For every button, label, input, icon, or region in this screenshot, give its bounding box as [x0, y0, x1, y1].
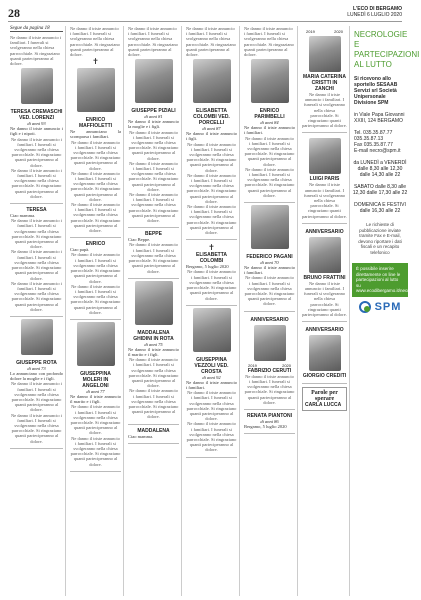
- ad-hours-sunday: DOMENICA E FESTIVI dalle 16,30 alle 22: [354, 202, 406, 214]
- notice-text: Ciao mamma.: [10, 213, 36, 219]
- obituary-notice: [10, 357, 63, 449]
- notice-text: Ne danno il triste annuncio il marito e i figli.: [70, 393, 121, 405]
- portrait-photo: [309, 237, 341, 273]
- deceased-name: GIUSEPPE PIZIALI: [131, 108, 176, 115]
- filler-text: Ne danno il triste annuncio i familiari. I funerali si svolgeranno nella chiesa parrocchiale. Si ringraziano quanti parteciperanno al dolore.: [10, 280, 63, 312]
- notice-text: Ne danno il triste annuncio i figli.: [186, 131, 237, 142]
- filler-text: Ne danno il triste annuncio i familiari. I funerali si svolgeranno nella chiesa parrocchiale. Si ringraziano quanti parteciperanno al dolore.: [302, 280, 347, 318]
- filler-text: Ne danno il triste annuncio i familiari. I funerali si svolgeranno nella chiesa parrocchiale. Si ringraziano quanti parteciperanno al dolore.: [10, 167, 63, 199]
- filler-text: Ne danno il triste annuncio i familiari. I funerali si svolgeranno nella chiesa parrocchiale. Si ringraziano quanti parteciperanno al dolore.: [10, 412, 63, 444]
- anniversary-title: ANNIVERSARIO: [305, 228, 344, 235]
- notice-text: Ciao mamma.: [128, 433, 154, 439]
- filler-text: Ne danno il triste annuncio i familiari. I funerali si svolgeranno nella chiesa parrocchiale. Si ringraziano quanti parteciperanno al dolore.: [70, 170, 121, 202]
- obituary-notice: [70, 238, 121, 320]
- deceased-name: ENRICO MAFFIOLETTI: [78, 117, 113, 130]
- filler-text: Ne danno il triste annuncio i familiari. I funerali si svolgeranno nella chiesa parrocchiale. Si ringraziano quanti parteciperanno al dolore.: [302, 182, 347, 219]
- obituary-notice: [128, 105, 179, 228]
- notice-text: Ne danno il triste annuncio i familiari.: [244, 265, 295, 276]
- filler-text: Ne danno il triste annuncio i familiari. I funerali si svolgeranno nella chiesa parrocchiale. Si ringraziano quanti parteciperanno al dolore.: [10, 136, 63, 168]
- obituary-notice: [244, 410, 295, 434]
- obituary-notice: [186, 240, 237, 305]
- notice-text: Ne danno il triste annuncio i familiari.: [244, 125, 295, 136]
- obituary-notice: [128, 327, 179, 425]
- portrait-photo: [135, 281, 173, 325]
- year-start: 2019: [248, 362, 257, 368]
- filler-text: Ne danno il triste annuncio i familiari. I funerali si svolgeranno nella chiesa parrocchiale. Si ringraziano quanti parteciperanno al dolore.: [128, 160, 179, 192]
- notice-text: Ne annunciano la scomparsa i familiari.: [70, 129, 121, 140]
- filler-text: Ne danno il triste annuncio i familiari. I funerali si svolgeranno nella chiesa parrocchiale. Si ringraziano quanti parteciperanno al dolore.: [128, 242, 179, 274]
- cross-icon: ✝: [208, 243, 215, 253]
- deceased-name: LUIGI PARIS: [309, 176, 340, 183]
- portrait-photo: [193, 308, 231, 352]
- filler-text: Ne danno il triste annuncio i familiari. I funerali si svolgeranno nella chiesa parrocchiale. Si ringraziano quanti parteciperanno al dolore.: [186, 390, 237, 422]
- filler-text: Ne danno il triste annuncio i familiari. I funerali si svolgeranno nella chiesa parrocchiale. Si ringraziano quanti parteciperanno al dolore.: [70, 435, 121, 467]
- deceased-name: TERESA: [26, 207, 47, 214]
- spm-logo: [352, 301, 408, 313]
- quote-box: [302, 387, 347, 411]
- portrait-photo: [309, 36, 341, 72]
- filler-text: Ne danno il triste annuncio i familiari. I funerali si svolgeranno nella chiesa parrocchiale. Si ringraziano quanti parteciperanno al dolore.: [128, 388, 179, 420]
- deceased-name: TERESA CREMASCHI VED. LORENZI: [10, 109, 63, 122]
- deceased-age: di anni 77: [86, 388, 105, 394]
- notice-text: Bergamo, 5 luglio 2020: [244, 423, 287, 429]
- ad-fax[interactable]: Fax 035.35.87.77: [354, 142, 393, 148]
- filler-text: Ne danno il triste annuncio i familiari. I funerali si svolgeranno nella chiesa parrocchiale. Si ringraziano quanti parteciperanno al dolore.: [186, 421, 237, 453]
- notice-text: Ciao papà.: [70, 247, 90, 253]
- filler-text: Ne danno il triste annuncio i familiari. I funerali si svolgeranno nella chiesa parrocchiale. Si ringraziano quanti parteciperanno al dolore.: [10, 35, 62, 67]
- page-header: [8, 6, 402, 22]
- column-4: [184, 26, 240, 596]
- deceased-name: FABRIZIO CERUTI: [247, 367, 292, 374]
- filler-text: Ne danno il triste annuncio i familiari. I funerali si svolgeranno nella chiesa parrocchiale. Si ringraziano quanti parteciperanno al dolore.: [128, 26, 178, 58]
- ad-note: Le richieste di pubblicazione inviate tramite Fax e E-mail, devono riportare i dati fiscali e un recapito telefonico: [358, 222, 402, 255]
- deceased-name: MADDALENA GHIDINI IN ROTA: [133, 329, 174, 342]
- segue-label: Segue da pagina 18: [10, 26, 63, 32]
- deceased-name: RENATA PIANTONI: [246, 412, 293, 419]
- anniversary-notice: [302, 224, 347, 322]
- notice-text: Ne danno il triste annuncio i familiari.: [186, 379, 237, 390]
- deceased-name: ELISABETTA COLOMBI: [195, 252, 228, 265]
- filler-text: Ne danno il triste annuncio i familiari. I funerali si svolgeranno nella chiesa parrocchiale. Si ringraziano quanti parteciperanno al dolore.: [186, 141, 237, 173]
- ad-intro-text: Si ricevono allo sportello SESAAB Servizi srl Società Unipersonale Divisione SPM: [354, 76, 398, 106]
- year-start: 2019: [306, 29, 315, 34]
- year-end: 2020: [334, 29, 343, 34]
- deceased-age: di anni 87: [202, 126, 221, 132]
- portrait-photo: [193, 59, 231, 103]
- obituary-notice: [10, 204, 63, 317]
- ad-column: [352, 26, 421, 596]
- deceased-name: GIUSEPPE ROTA: [16, 359, 57, 366]
- column-1: [8, 26, 66, 596]
- ad-tel[interactable]: Tel. 035.35.87.77: [354, 130, 393, 136]
- year-end: 2020: [282, 362, 291, 368]
- filler-text: Ne danno il triste annuncio i familiari. I funerali si svolgeranno nella chiesa parrocchiale. Si ringraziano quanti parteciperanno al dolore.: [244, 26, 294, 58]
- notice-text: Ne danno il triste annuncio la moglie e i figli.: [128, 119, 179, 130]
- deceased-age: di anni 70: [260, 260, 279, 266]
- portrait-photo: [77, 68, 115, 112]
- deceased-age: di anni 75: [144, 341, 163, 347]
- deceased-name: ELISABETTA COLOMBI VED. PORCELLI: [193, 108, 230, 127]
- deceased-name: GIUSEPPINA VEZZOLI VED. CROSTA: [194, 356, 229, 375]
- spm-wordmark: SPM: [374, 300, 402, 313]
- ad-online-strip[interactable]: È possibile inserire direttamente on line le partecipazioni al lutto su www.ecodibergamo.it/necrologie: [352, 263, 408, 297]
- portrait-photo: [254, 325, 286, 361]
- ad-address: in Viale Papa Giovanni XXIII, 124 BERGAMO: [354, 112, 405, 124]
- anniversary-notice: [244, 312, 295, 410]
- quote-title: Parole per sperare: [311, 390, 338, 403]
- deceased-age: di anni 86: [260, 418, 279, 424]
- filler-text: Ne danno il triste annuncio i familiari. I funerali si svolgeranno nella chiesa parrocchiale. Si ringraziano quanti parteciperanno al dolore.: [244, 373, 295, 405]
- deceased-name: MARIA CATERINA CRISTTI IN ZANCHI: [302, 74, 347, 92]
- filler-text: Ne danno il triste annuncio i familiari. I funerali si svolgeranno nella chiesa parrocchiale. Si ringraziano quanti parteciperanno al dolore.: [186, 26, 236, 58]
- filler-text: Ne danno il triste annuncio i familiari. I funerali si svolgeranno nella chiesa parrocchiale. Si ringraziano quanti parteciperanno al dolore.: [302, 92, 347, 129]
- page-number: 28: [8, 6, 20, 20]
- filler-text: Ne danno il triste annuncio i familiari. I funerali si svolgeranno nella chiesa parrocchiale. Si ringraziano quanti parteciperanno al dolore.: [244, 275, 295, 307]
- filler-text: Ne danno il triste annuncio i familiari. I funerali si svolgeranno nella chiesa parrocchiale. Si ringraziano quanti parteciperanno al dolore.: [70, 202, 121, 234]
- portrait-photo: [21, 319, 53, 355]
- deceased-name: CARLA LUCCA: [305, 402, 342, 409]
- obituary-notice: [244, 251, 295, 312]
- portrait-photo: [251, 205, 289, 249]
- deceased-age: di anni 84: [260, 120, 279, 126]
- deceased-name: ENRICO PARIMBELLI: [254, 108, 285, 121]
- filler-text: Ne danno il triste annuncio i familiari. I funerali si svolgeranno nella chiesa parrocchiale. Si ringraziano quanti parteciperanno al dolore.: [70, 139, 121, 171]
- ad-hours-weekday: da LUNEDÌ a VENERDÌ dalle 8,30 alle 12,30 dalle 14,30 alle 22: [353, 160, 407, 178]
- filler-text: Ne danno il triste annuncio i familiari. I funerali si svolgeranno nella chiesa parrocchiale. Si ringraziano quanti parteciperanno al dolore.: [70, 26, 120, 58]
- obituary-notice: [10, 106, 63, 204]
- obituary-notice: [186, 105, 237, 240]
- paper-date: LUNEDÌ 6 LUGLIO 2020: [347, 12, 402, 18]
- filler-text: Ne danno il triste annuncio i familiari. I funerali si svolgeranno nella chiesa parrocchiale. Si ringraziano quanti parteciperanno al dolore.: [10, 249, 63, 281]
- obituary-notice: [128, 228, 179, 278]
- portrait-photo: [309, 335, 341, 371]
- filler-text: Ne danno il triste annuncio i familiari. I funerali si svolgeranno nella chiesa parrocchiale. Si ringraziano quanti parteciperanno al dolore.: [10, 381, 63, 413]
- filler-text: Ne danno il triste annuncio i familiari. I funerali si svolgeranno nella chiesa parrocchiale. Si ringraziano quanti parteciperanno al dolore.: [244, 135, 295, 167]
- column-6: [300, 26, 350, 596]
- obituary-notice: [128, 425, 179, 444]
- ad-tel-2[interactable]: 035.35.87.13: [354, 136, 384, 142]
- filler-text: Ne danno il triste annuncio i familiari. I funerali si svolgeranno nella chiesa parrocchiale. Si ringraziano quanti parteciperanno al dolore.: [244, 166, 295, 198]
- portrait-photo: [77, 322, 115, 366]
- ad-title: NECROLOGIE E PARTECIPAZIONI AL LUTTO: [354, 30, 420, 69]
- filler-text: Ne danno il triste annuncio i familiari. I funerali si svolgeranno nella chiesa parrocchiale. Si ringraziano quanti parteciperanno al dolore.: [128, 192, 179, 224]
- deceased-name: FEDERICO PAGANI: [246, 254, 293, 261]
- anniversary-years: [302, 29, 347, 34]
- filler-text: Ne danno il triste annuncio i familiari. I funerali si svolgeranno nella chiesa parrocchiale. Si ringraziano quanti parteciperanno al dolore.: [70, 404, 121, 436]
- column-5: [242, 26, 298, 596]
- anniversary-notice: [302, 26, 347, 133]
- obituary-notice: [186, 354, 237, 458]
- column-2: [68, 26, 124, 596]
- portrait-photo: [251, 59, 289, 103]
- filler-text: Ne danno il triste annuncio i familiari. I funerali si svolgeranno nella chiesa parrocchiale. Si ringraziano quanti parteciperanno al dolore.: [128, 129, 179, 161]
- obituary-notice: [70, 368, 121, 472]
- ad-email[interactable]: E-mail necro@spm.it: [354, 148, 401, 154]
- notice-text: Bergamo, 5 luglio 2020: [186, 264, 229, 270]
- ad-intro: [354, 76, 406, 106]
- deceased-name: GIUSEPPINA MOLERI IN ANGELONI: [80, 370, 111, 389]
- filler-text: Ne danno il triste annuncio i familiari. I funerali si svolgeranno nella chiesa parrocchiale. Si ringraziano quanti parteciperanno al dolore.: [186, 269, 237, 301]
- anniversary-notice: [302, 133, 347, 223]
- filler-text: Ne danno il triste annuncio i familiari. I funerali si svolgeranno nella chiesa parrocchiale. Si ringraziano quanti parteciperanno al dolore.: [70, 252, 121, 284]
- filler-text: Ne danno il triste annuncio i familiari. I funerali si svolgeranno nella chiesa parrocchiale. Si ringraziano quanti parteciperanno al dolore.: [10, 218, 63, 250]
- anniversary-notice: [302, 322, 347, 384]
- deceased-name: ENRICO: [85, 241, 106, 248]
- obituary-notice: [244, 105, 295, 203]
- notice-text: Lo annunciano con profondo dolore la moglie e i figli.: [10, 370, 63, 382]
- notice-text: Ciao Beppe.: [128, 237, 151, 243]
- deceased-age: di anni 73: [27, 365, 46, 371]
- notice-text: Ne danno il triste annuncio il marito e i figli.: [128, 346, 179, 357]
- deceased-name: GIORGIO CREDITI: [302, 373, 347, 380]
- ad-contacts: [354, 130, 406, 154]
- filler-text: Ne danno il triste annuncio i familiari. I funerali si svolgeranno nella chiesa parrocchiale. Si ringraziano quanti parteciperanno al dolore.: [186, 172, 237, 204]
- paper-name: L'ECO DI BERGAMO: [353, 6, 402, 12]
- deceased-name: BRUNO FRATTINI: [303, 274, 346, 281]
- filler-text: Ne danno il triste annuncio i familiari. I funerali si svolgeranno nella chiesa parrocchiale. Si ringraziano quanti parteciperanno al dolore.: [128, 357, 179, 389]
- filler-text: Ne danno il triste annuncio i familiari. I funerali si svolgeranno nella chiesa parrocchiale. Si ringraziano quanti parteciperanno al dolore.: [186, 204, 237, 236]
- deceased-name: MADDALENA: [137, 427, 170, 434]
- deceased-age: di anni 92: [202, 374, 221, 380]
- masthead: [347, 6, 402, 18]
- notice-text: Ne danno il triste annuncio i figli e i nipoti.: [10, 126, 63, 137]
- column-3: [126, 26, 182, 596]
- portrait-photo: [135, 59, 173, 103]
- deceased-name: BEPPE: [145, 231, 162, 238]
- deceased-age: di anni 81: [144, 114, 163, 120]
- anniversary-title: ANNIVERSARIO: [305, 327, 344, 334]
- portrait-photo: [309, 138, 341, 174]
- anniversary-title: ANNIVERSARIO: [250, 316, 289, 323]
- filler-text: Ne danno il triste annuncio i familiari. I funerali si svolgeranno nella chiesa parrocchiale. Si ringraziano quanti parteciperanno al dolore.: [70, 283, 121, 315]
- ad-hours-saturday: SABATO dalle 8,30 alle 12,30 dalle 17,30 alle 22: [352, 184, 408, 196]
- deceased-age: di anni 93: [27, 121, 46, 127]
- spm-mark-icon: [359, 301, 371, 313]
- portrait-photo: [21, 68, 53, 104]
- obituary-notice: [70, 114, 121, 238]
- cross-icon: ✝: [92, 57, 99, 67]
